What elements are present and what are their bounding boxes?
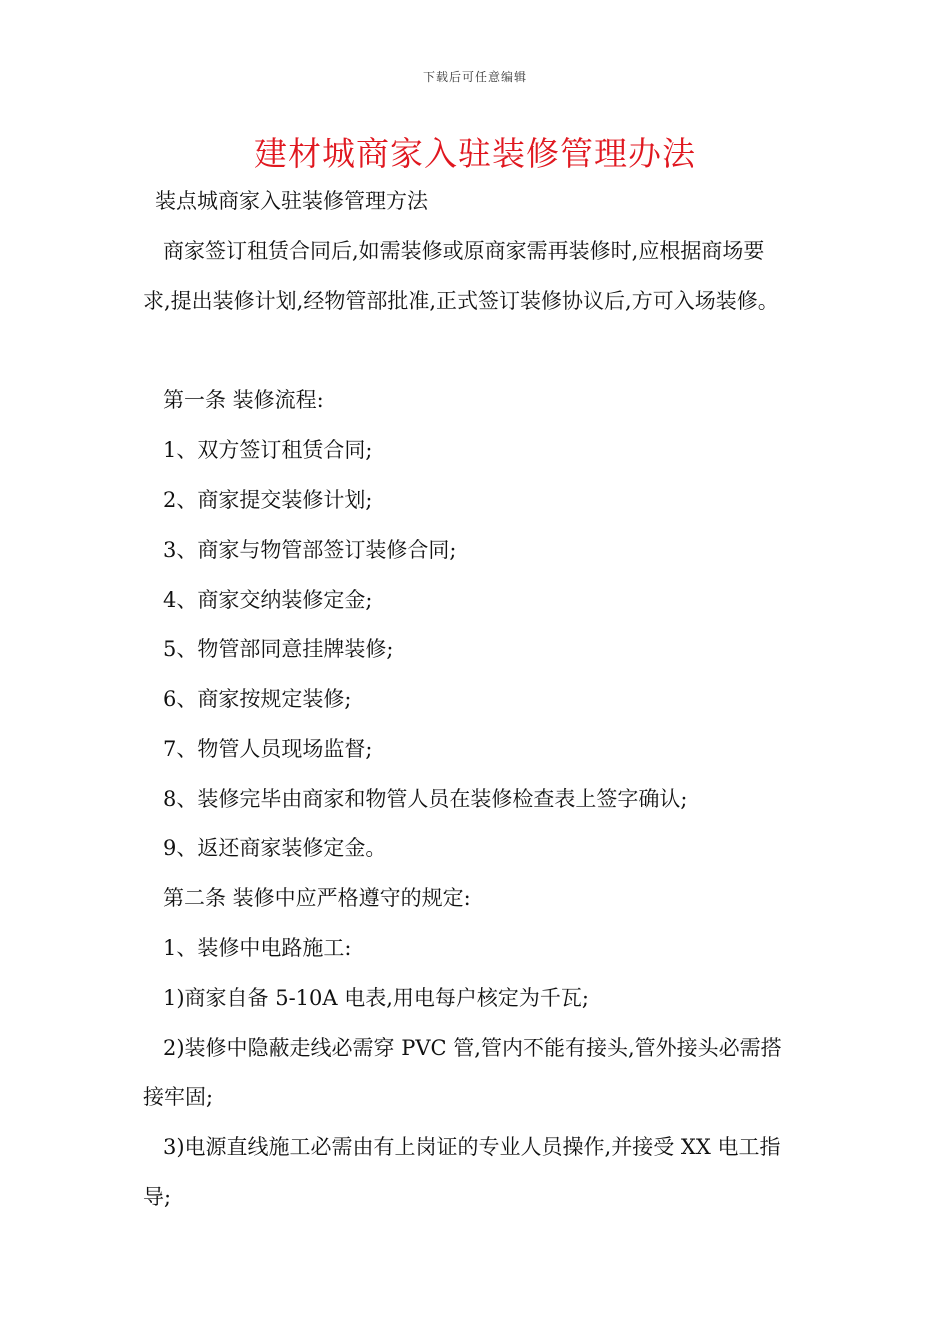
rule-3-line-2: 导; <box>143 1185 172 1209</box>
list-item: 7、物管人员现场监督; <box>163 737 373 761</box>
rule-3-line-1: 3)电源直线施工必需由有上岗证的专业人员操作,并接受 XX 电工指 <box>163 1135 781 1159</box>
list-item: 2、商家提交装修计划; <box>163 488 373 512</box>
list-item: 5、物管部同意挂牌装修; <box>163 637 394 661</box>
document-title: 建材城商家入驻装修管理办法 <box>254 134 696 173</box>
list-item: 1、双方签订租赁合同; <box>163 438 373 462</box>
section-heading: 1、装修中电路施工: <box>163 936 352 960</box>
article-2-heading: 第二条 装修中应严格遵守的规定: <box>163 886 471 910</box>
subtitle: 装点城商家入驻装修管理方法 <box>155 189 428 213</box>
list-item: 6、商家按规定装修; <box>163 687 352 711</box>
intro-line-2: 求,提出装修计划,经物管部批准,正式签订装修协议后,方可入场装修。 <box>143 289 779 313</box>
list-item: 3、商家与物管部签订装修合同; <box>163 538 457 562</box>
header-note: 下载后可任意编辑 <box>422 70 527 84</box>
list-item: 9、返还商家装修定金。 <box>163 836 387 860</box>
rule-2-line-2: 接牢固; <box>143 1085 214 1109</box>
list-item: 4、商家交纳装修定金; <box>163 588 373 612</box>
rule-2-line-1: 2)装修中隐蔽走线必需穿 PVC 管,管内不能有接头,管外接头必需搭 <box>163 1036 782 1060</box>
list-item: 8、装修完毕由商家和物管人员在装修检查表上签字确认; <box>163 787 688 811</box>
intro-line-1: 商家签订租赁合同后,如需装修或原商家需再装修时,应根据商场要 <box>163 239 765 263</box>
article-1-heading: 第一条 装修流程: <box>163 388 324 412</box>
rule-1: 1)商家自备 5-10A 电表,用电每户核定为千瓦; <box>163 986 589 1010</box>
